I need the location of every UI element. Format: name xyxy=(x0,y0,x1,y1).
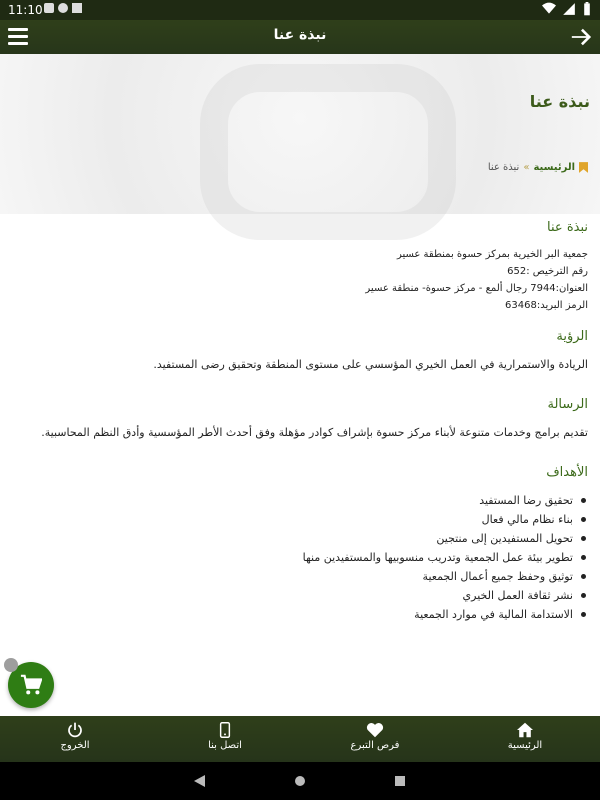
goals-title: الأهداف xyxy=(546,465,588,480)
power-icon xyxy=(66,722,84,738)
nav-logout[interactable] xyxy=(0,716,150,762)
breadcrumb-home-link[interactable]: الرئيسية xyxy=(533,162,575,173)
status-right-icons xyxy=(542,2,592,16)
app-icon xyxy=(58,3,68,13)
goal-item xyxy=(20,494,588,507)
back-button[interactable] xyxy=(570,26,592,48)
about-title: نبذة عنا xyxy=(547,220,588,235)
nav-contact[interactable] xyxy=(150,716,300,762)
bullet-icon xyxy=(581,517,586,522)
about-line: الرمز البريد:63468 xyxy=(505,300,588,311)
vision-title: الرؤية xyxy=(556,329,588,344)
goal-text: تحقيق رضا المستفيد xyxy=(479,494,573,507)
vision-text: الريادة والاستمرارية في العمل الخيري المؤسسي على مستوى المنطقة وتحقيق رضى المستفيد. xyxy=(153,358,588,371)
about-line: جمعية البر الخيرية بمركز حسوة بمنطقة عسير xyxy=(396,249,588,260)
app-bar xyxy=(0,20,600,54)
home-icon xyxy=(516,722,534,738)
status-time: 11:10 xyxy=(8,3,43,17)
goal-text: نشر ثقافة العمل الخيري xyxy=(462,589,573,602)
battery-icon xyxy=(582,2,592,16)
system-back-icon[interactable] xyxy=(194,775,206,787)
goal-item xyxy=(20,532,588,545)
status-left-icons xyxy=(44,3,82,13)
system-recents-icon[interactable] xyxy=(395,776,405,786)
bullet-icon xyxy=(581,555,586,560)
bullet-icon xyxy=(581,593,586,598)
goal-text: بناء نظام مالي فعال xyxy=(481,513,573,526)
nav-donate-label: فرص التبرع xyxy=(350,740,400,751)
main-content xyxy=(20,214,588,627)
goal-item xyxy=(20,589,588,602)
mission-text: تقديم برامج وخدمات متنوعة لأبناء مركز حسوة بإشراف كوادر مؤهلة وفق أحدث الأطر المؤسسية وأدق النظم المحاسبية. xyxy=(41,426,588,439)
mission-title: الرسالة xyxy=(547,397,588,412)
breadcrumb xyxy=(488,162,588,173)
nav-home[interactable] xyxy=(450,716,600,762)
goal-text: تطوير بيئة عمل الجمعية وتدريب منسوبيها والمستفيدين منها xyxy=(302,551,573,564)
heart-icon xyxy=(366,722,384,738)
goal-item xyxy=(20,570,588,583)
nav-logout-label: الخروج xyxy=(60,740,90,751)
signal-icon xyxy=(562,2,576,16)
page-title: نبذة عنا xyxy=(529,92,590,111)
breadcrumb-separator: » xyxy=(523,162,530,173)
about-line: رقم الترخيص :652 xyxy=(507,266,588,277)
goal-item xyxy=(20,608,588,621)
goal-item xyxy=(20,551,588,564)
nav-contact-label: اتصل بنا xyxy=(208,740,242,751)
status-bar xyxy=(0,0,600,20)
goal-text: تحويل المستفيدين إلى منتجين xyxy=(436,532,573,545)
goal-item xyxy=(20,513,588,526)
system-home-icon[interactable] xyxy=(295,776,305,786)
goals-list xyxy=(20,494,588,621)
notification-icon xyxy=(44,3,54,13)
system-nav-bar xyxy=(0,762,600,800)
phone-icon xyxy=(218,722,232,738)
nav-donate[interactable] xyxy=(300,716,450,762)
about-line: العنوان:7944 رجال ألمع - مركز حسوة- منطقة عسير xyxy=(365,283,588,294)
bullet-icon xyxy=(581,574,586,579)
sd-card-icon xyxy=(72,3,82,13)
wifi-icon xyxy=(542,2,556,16)
bullet-icon xyxy=(581,498,586,503)
breadcrumb-current: نبذة عنا xyxy=(487,162,520,173)
nav-home-label: الرئيسية xyxy=(507,740,543,751)
goal-text: توثيق وحفظ جميع أعمال الجمعية xyxy=(422,570,573,583)
hero-banner xyxy=(0,54,600,214)
bullet-icon xyxy=(581,536,586,541)
cart-badge xyxy=(4,658,18,672)
goal-text: الاستدامة المالية في موارد الجمعية xyxy=(414,608,573,621)
app-bar-title: نبذة عنا xyxy=(273,27,327,43)
arrow-right-icon xyxy=(570,26,592,48)
bullet-icon xyxy=(581,612,586,617)
cart-button[interactable] xyxy=(8,662,54,708)
bookmark-icon xyxy=(579,162,588,173)
cart-icon xyxy=(20,674,42,696)
bottom-nav xyxy=(0,716,600,762)
